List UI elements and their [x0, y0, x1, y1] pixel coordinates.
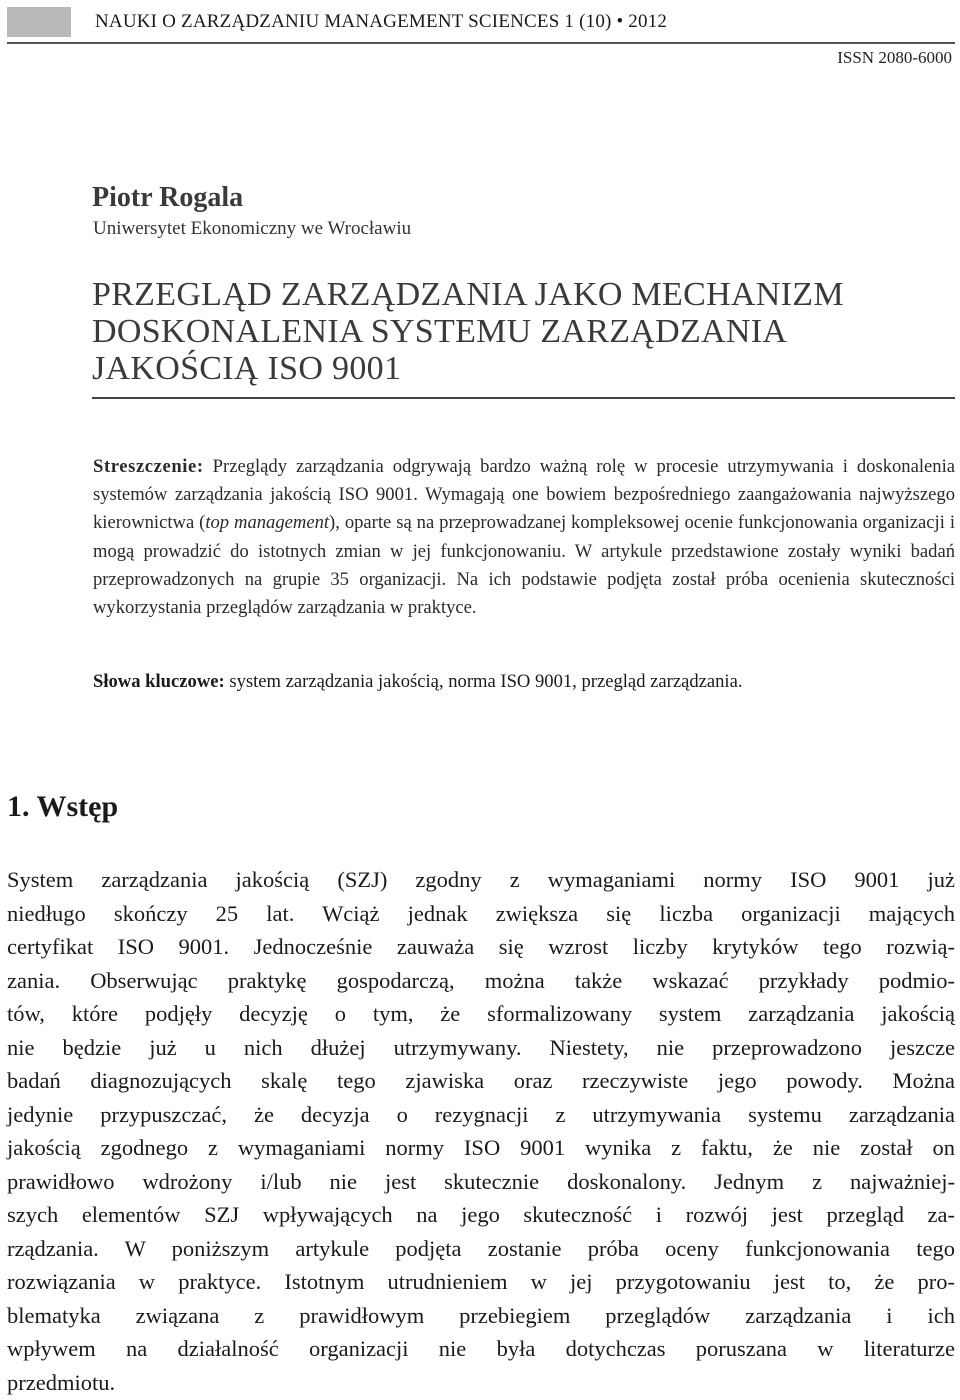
body-line: wpływem na działalność organizacji nie była dotychczas poruszana w literaturze: [7, 1336, 955, 1361]
paper-title: [92, 276, 922, 387]
body-line: rozwiązania w praktyce. Istotnym utrudnieniem w jej przygotowaniu jest to, że pro-: [7, 1269, 955, 1294]
abstract-emphasis: top management: [205, 512, 330, 534]
body-line: przedmiotu.: [7, 1369, 116, 1395]
title-line: PRZEGLĄD ZARZĄDZANIA JAKO MECHANIZM: [92, 276, 844, 313]
body-line: blematyka związana z prawidłowym przebiegiem przeglądów zarządzania i ich: [7, 1302, 955, 1328]
section-heading: 1. Wstęp: [7, 790, 119, 823]
body-line: rządzania. W poniższym artykule podjęta zostanie próba oceny funkcjonowania tego: [7, 1235, 955, 1261]
author-affiliation: Uniwersytet Ekonomiczny we Wrocławiu: [93, 218, 412, 239]
keywords-label: Słowa kluczowe:: [93, 671, 225, 692]
issn: ISSN 2080-6000: [837, 48, 952, 67]
body-line: System zarządzania jakością (SZJ) zgodny z wymaganiami normy ISO 9001 już: [7, 867, 955, 892]
abstract-text: Przeglądy zarządzania odgrywają bardzo ważną rolę w procesie utrzymywania i doskonalenia systemów zarządzania jakością ISO 9001. Wymagają one bowiem bezpośredniego zaangażowania najwyższego kierownictwa (: [93, 456, 955, 534]
body-line: jakością zgodnego z wymaganiami normy ISO 9001 wynika z faktu, że nie został on: [7, 1135, 955, 1160]
body-line: jedynie przypuszczać, że decyzja o rezygnacji z utrzymywania systemu zarządzania: [7, 1101, 955, 1127]
body-paragraph: [7, 863, 955, 1399]
body-line: szych elementów SZJ wpływających na jego skuteczność i rozwój jest przegląd za-: [7, 1202, 955, 1227]
header-gray-block: [7, 7, 71, 37]
body-line: zania. Obserwując praktykę gospodarczą, można także wskazać przykłady podmio-: [7, 967, 955, 993]
body-line: nie będzie już u nich dłużej utrzymywany. Niestety, nie przeprowadzono jeszcze: [7, 1034, 955, 1060]
header-divider: [7, 42, 955, 44]
body-line: badań diagnozujących skalę tego zjawiska oraz rzeczywiste jego powody. Można: [7, 1068, 955, 1093]
body-line: niedługo skończy 25 lat. Wciąż jednak zwiększa się liczba organizacji mających: [7, 900, 955, 926]
author-name: Piotr Rogala: [92, 182, 244, 213]
title-divider: [92, 397, 955, 399]
body-line: tów, które podjęły decyzję o tym, że sformalizowany system zarządzania jakością: [7, 1001, 955, 1026]
body-line: prawidłowo wdrożony i/lub nie jest skutecznie doskonalony. Jednym z najważniej-: [7, 1168, 955, 1194]
abstract: [93, 453, 955, 622]
abstract-label: Streszczenie:: [93, 456, 204, 477]
body-line: certyfikat ISO 9001. Jednocześnie zauważa się wzrost liczby krytyków tego rozwią-: [7, 934, 955, 959]
title-line: JAKOŚCIĄ ISO 9001: [92, 350, 402, 387]
title-line: DOSKONALENIA SYSTEMU ZARZĄDZANIA: [92, 313, 788, 350]
abstract-text: ), oparte są na przeprowadzanej kompleksowej ocenie funkcjonowania organizacji i mogą prowadzić do istotnych zmian w jej funkcjonowaniu. W artykule przedstawione zostały wyniki badań przeprowadzonych na grupie 35 organizacji. Na ich podstawie podjęta został próba ocenienia skuteczności wykorzystania przeglądów zarządzania w praktyce.: [93, 512, 955, 619]
journal-name: NAUKI O ZARZĄDZANIU MANAGEMENT SCIENCES 1 (10) • 2012: [95, 11, 668, 32]
keywords: [93, 671, 955, 693]
keywords-text: system zarządzania jakością, norma ISO 9001, przegląd zarządzania.: [224, 671, 743, 692]
journal-header: [0, 0, 960, 44]
